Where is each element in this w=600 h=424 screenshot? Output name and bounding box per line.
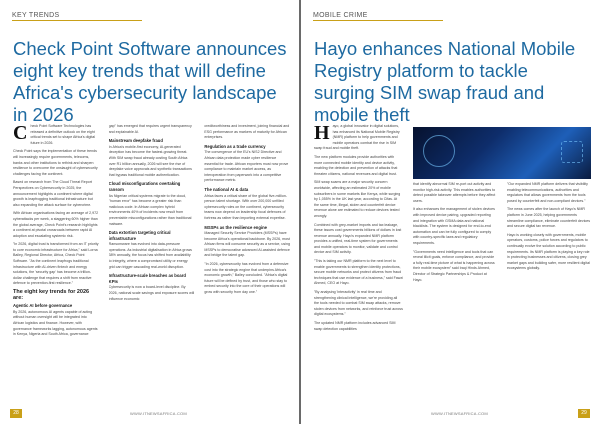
- paragraph: Check Point says the implementation of these trends will increasingly require governments, telecoms, banks and other institutions to rethink and sharpen resilience to overcome the onslaught of cybersecurity challenges facing the continent.: [13, 149, 98, 176]
- paragraph: "Governments need intelligence and tools that can reveal illicit goals, enforce compliance, and provide a fully real-time picture of what is happening across their mobile ecosystem" said Iraqi Hinds Ahmed, Director of Strategic Partnerships & Product at Hayo.: [413, 249, 495, 282]
- page-footer: [301, 408, 600, 418]
- paragraph: "In 2026, digital trust is transformed from an IT priority to core economic infrastructure for Africa," said Lorna Bailey, Regional Director, Africa, Check Point Software. "As the continent leapfrogs traditional infrastructure with AI-driven fintech and energy solutions, the 'security gap' has become a trillion-dollar challenge that requires a shift from reactive defence to prevention-first resilience.": [13, 242, 99, 286]
- paragraph: Managed Security Service Providers (MSSPs) have become Africa's operational backbone. By 2026, most African firms will consume security as a service, using MSSPs to democratise advanced AI-assisted defence and bridge the talent gap.: [204, 231, 291, 258]
- section-heading: The eight key trends for 2026 are:: [13, 289, 90, 301]
- paragraph: Africa faces a critical share of the global five-million-person talent shortage. With over 200,000 unfilled cybersecurity roles on the continent, cybersecurity teams now depend on leadership focal defences of fortress as rather than importing external expertise.: [204, 193, 288, 220]
- paragraph: SIM swap scams are a major security concern worldwide, affecting an estimated 20% of mobile subscribers in some markets like Kenya, while surging by 1,055% in the UK last year, according to Cifas. At the same time, illegal, stolen and counterfeit device revenue alone are estimated to reduce devices tested wrongly.: [314, 180, 401, 218]
- headline: Hayo enhances National Mobile Registry platform to tackle surging SIM swap fraud and mobile theft: [314, 38, 576, 125]
- headline: Check Point Software announces eight key trends that will define Africa's cybersecurity landscape in 2026: [13, 38, 287, 125]
- right-page: [301, 0, 600, 424]
- paragraph: Combined with grey-market imports and tax leakage, these issues cost governments billions of dollars in lost revenue annually. Hayo's expanded NMR platform provides a unified, real-time system for governments and mobile operators to monitor, validate and control device and SIM activity.: [314, 222, 402, 255]
- trend-title: Data extortion targeting critical infrastructure: [108, 230, 171, 241]
- paragraph: Ransomware has evolved into data-pressure operations. As industrial digitalisation in Africa grows 38% annually, the focus has shifted from availability to integrity, where a compromised utility or energy grid can trigger cascading real-world disruption.: [108, 242, 192, 269]
- page-number: 28: [10, 409, 22, 418]
- column-3: [507, 182, 591, 286]
- trend-title: Infrastructure-scale breaches as board KPIs: [108, 273, 186, 284]
- drop-cap: H: [314, 124, 330, 144]
- trend-title: Regulation as a trade currency: [204, 143, 266, 149]
- paragraph: With African organisations facing an average of 2,972 cyberattacks per week, a staggering 60% higher than the global average, Check Point's research highlights a continent at pivotal crossroads between rapid AI adoption and escalating systemic risk.: [13, 211, 99, 238]
- paragraph: "Our expanded NMR platform delivers that visibility enabling telecommunications, authorities and regulators that allows governments from the tools posed by counterfeit and non-compliant devices.": [507, 182, 588, 203]
- paragraph: Based on research from The Cloud Threat Report Perspectives on Cybersecurity in 2025, the announcement highlights a continent where digital growth is leapfrogging traditional infrastructure but also expanding the attack surface for cybercrime.: [13, 180, 93, 207]
- cyber-security-photo: [413, 127, 591, 179]
- paragraph: The news comes after the launch of Hayo's NMR platform in June 2025, helping governments streamline compliance, eliminate counterfeit devices and secure digital tax revenue.: [507, 207, 591, 229]
- paragraph: The convergence of the EU's NIS2 Directive and African data protection made cyber resilience essential for trade. African exporters must now prove compliance to maintain market access, as interoperation from paperwork into a competitive performance metric.: [204, 150, 289, 183]
- paragraph: Hayo is working closely with governments, mobile operators, customs, police forces and regulators to continually evolve the solution according to public requirements. Its NMR platform is playing a key role in protecting businesses and citizens, closing grey market gaps and building safer, more resilient digital ecosystems globally.: [507, 232, 590, 271]
- trend-title: Agentic AI before governance: [13, 303, 73, 309]
- footer-url: WWW.ITNEWSAFRICA.COM: [130, 411, 187, 416]
- paragraph: "By analysing 'interactivity' in real time and strengthening clinical intelligence, we're providing all the tools needed to combat SIM swap attacks, remove stolen devices from networks, and reinforce trust across digital ecosystems.": [314, 290, 403, 317]
- trend-title: Mainstream deepfake fraud: [108, 138, 163, 144]
- column-3: [204, 124, 290, 400]
- article-body: [13, 124, 290, 400]
- column-1: Check Point Software Technologies has released a definitive outlook on the eight critical trends set to shape Africa's digital future in 2026. Check Point says the implementation of these trends will increasingly require governments, telecoms, banks and other institutions to rethink and sharpen resilience to overcome the onslaught of cybersecurity challenges facing the continent. Based on research from The Cloud Threat Report Perspectives on Cybersecurity in 2025, the announcement highlights a continent where digital growth is leapfrogging traditional infrastructure but also expanding the attack surface for cybercrime. With African organisations facing an average of 2,972 cyberattacks per week, a staggering 60% higher than the global average, Check Point's research highlights a continent at pivotal crossroads between rapid AI adoption and escalating systemic risk. "In 2026, digital trust is transformed from an IT priority to core economic infrastructure for Africa," said Lorna Bailey, Regional Director, Africa, Check Point Software. "As the continent leapfrogs traditional infrastructure with AI-driven fintech and energy solutions, the 'security gap' has become a trillion-dollar challenge that requires a shift from reactive defence to prevention-first resilience." The eight key trends for 2026 are: Agentic AI before governance By 2026, autonomous AI agents capable of acting without human oversight will be integrated into African logistics and finance. However, with governance frameworks lagging, autonomous agents in Kenya, Nigeria and South Africa, governance: [13, 124, 99, 337]
- trend-title: MSSPs as the resilience engine: [204, 224, 267, 230]
- footer-url: WWW.ITNEWSAFRICA.COM: [431, 411, 488, 416]
- trend-title: Cloud misconfigurations overtaking ransom: [108, 181, 181, 192]
- paragraph: that identify abnormal SIM re-port out activity and monitor high-risk activity. This enables authorities to detect possible takeover attempts before they affect users.: [413, 182, 496, 203]
- paragraph: It also enhances the management of stolen devices with improved device pairing, upgraded reporting and integration with GSMA data and national blacklists. The system is designed for end-to-end automation and can be fully configured to comply with country-specific laws and regulatory requirements.: [413, 207, 495, 245]
- paragraph: In Africa's mobile-first economy, AI-generated deception has become the fastest-growing threat. With SIM swap fraud already costing South Africa over R1 billion annually, 2026 will see the rise of deepfake voice approvals and synthetic transactions that bypass traditional mobile authentication.: [108, 144, 192, 177]
- paragraph: As Nigerian critical systems migrate to the cloud, "human error" has become a greater risk than malicious code. In African complex hybrid environments 40% of incidents now result from preventable misconfigurations rather than traditional malware.: [108, 193, 192, 226]
- page-number: 29: [578, 409, 590, 418]
- left-page: [0, 0, 299, 424]
- section-label: KEY TRENDS: [12, 12, 142, 21]
- paragraph: Cybersecurity is now a board-level discipline. By 2026, national scale savings and exposure scores will influence economic: [108, 285, 195, 301]
- drop-cap: C: [13, 124, 28, 144]
- paragraph: "In 2026, cybersecurity has evolved from a defensive cost into the strategic engine that underpins Africa's economic growth," Bailey concluded. "Africa's digital future will be defined by trust, and those who stay to embed security into the core of their operations will grow with security from day one.": [204, 262, 289, 295]
- paragraph: The updated NMR platform includes advanced SIM swap detection capabilities: [314, 321, 396, 331]
- trend-title: The national AI & data: [204, 186, 249, 192]
- article-body: [314, 124, 591, 400]
- page-footer: [0, 408, 299, 418]
- paragraph: "This is taking our NMR platform to the next level to enable governments to strengthen identity protections, secure mobile networks and protect citizens from fraud techniques that use evidence of a business," said Fawzi Ahmed, CEO at Hayo.: [314, 259, 403, 286]
- column-2-3: [413, 124, 591, 400]
- column-2: [413, 182, 497, 286]
- paragraph: creditworthiness and investment, joining financial and ESG performance as markers of maturity for African enterprises.: [204, 124, 290, 140]
- lower-columns: [413, 182, 591, 286]
- paragraph: By 2026, autonomous AI agents capable of acting without human oversight will be integrated into African logistics and finance. However, with governance frameworks lagging, autonomous agents in Kenya, Nigeria and South Africa, governance: [13, 309, 98, 337]
- section-label: MOBILE CRIME: [313, 12, 443, 21]
- column-1: Hayo, a global innovator in digital solutions, has enhanced its National Mobile Registry (NMR) platform to help governments and mobile operators combat the rise in SIM swap fraud and mobile theft. The new platform modules provide authorities with more connected mobile identity and device activity, enabling the detection and prevention of attacks that threaten citizens, national revenues and digital trust. SIM swap scams are a major security concern worldwide, affecting an estimated 20% of mobile subscribers in some markets like Kenya, while surging by 1,055% in the UK last year, according to Cifas. At the same time, illegal, stolen and counterfeit device revenue alone are estimated to reduce devices tested wrongly. Combined with grey-market imports and tax leakage, these issues cost governments billions of dollars in lost revenue annually. Hayo's expanded NMR platform provides a unified, real-time system for governments and mobile operators to monitor, validate and control device and SIM activity. "This is taking our NMR platform to the next level to enable governments to strengthen identity protections, secure mobile networks and protect citizens from fraud techniques that use evidence of a business," said Fawzi Ahmed, CEO at Hayo. "By analysing 'interactivity' in real time and strengthening clinical intelligence, we're providing all the tools needed to combat SIM swap attacks, remove stolen devices from networks, and reinforce trust across digital ecosystems." The updated NMR platform includes advanced SIM swap detection capabilities: [314, 124, 403, 331]
- column-2: [109, 124, 195, 400]
- paragraph: The new platform modules provide authorities with more connected mobile identity and device activity, enabling the detection and prevention of attacks that threaten citizens, national revenues and digital trust.: [314, 154, 398, 176]
- paragraph: gap" has emerged that requires urgent transparency and explainable AI.: [108, 124, 192, 134]
